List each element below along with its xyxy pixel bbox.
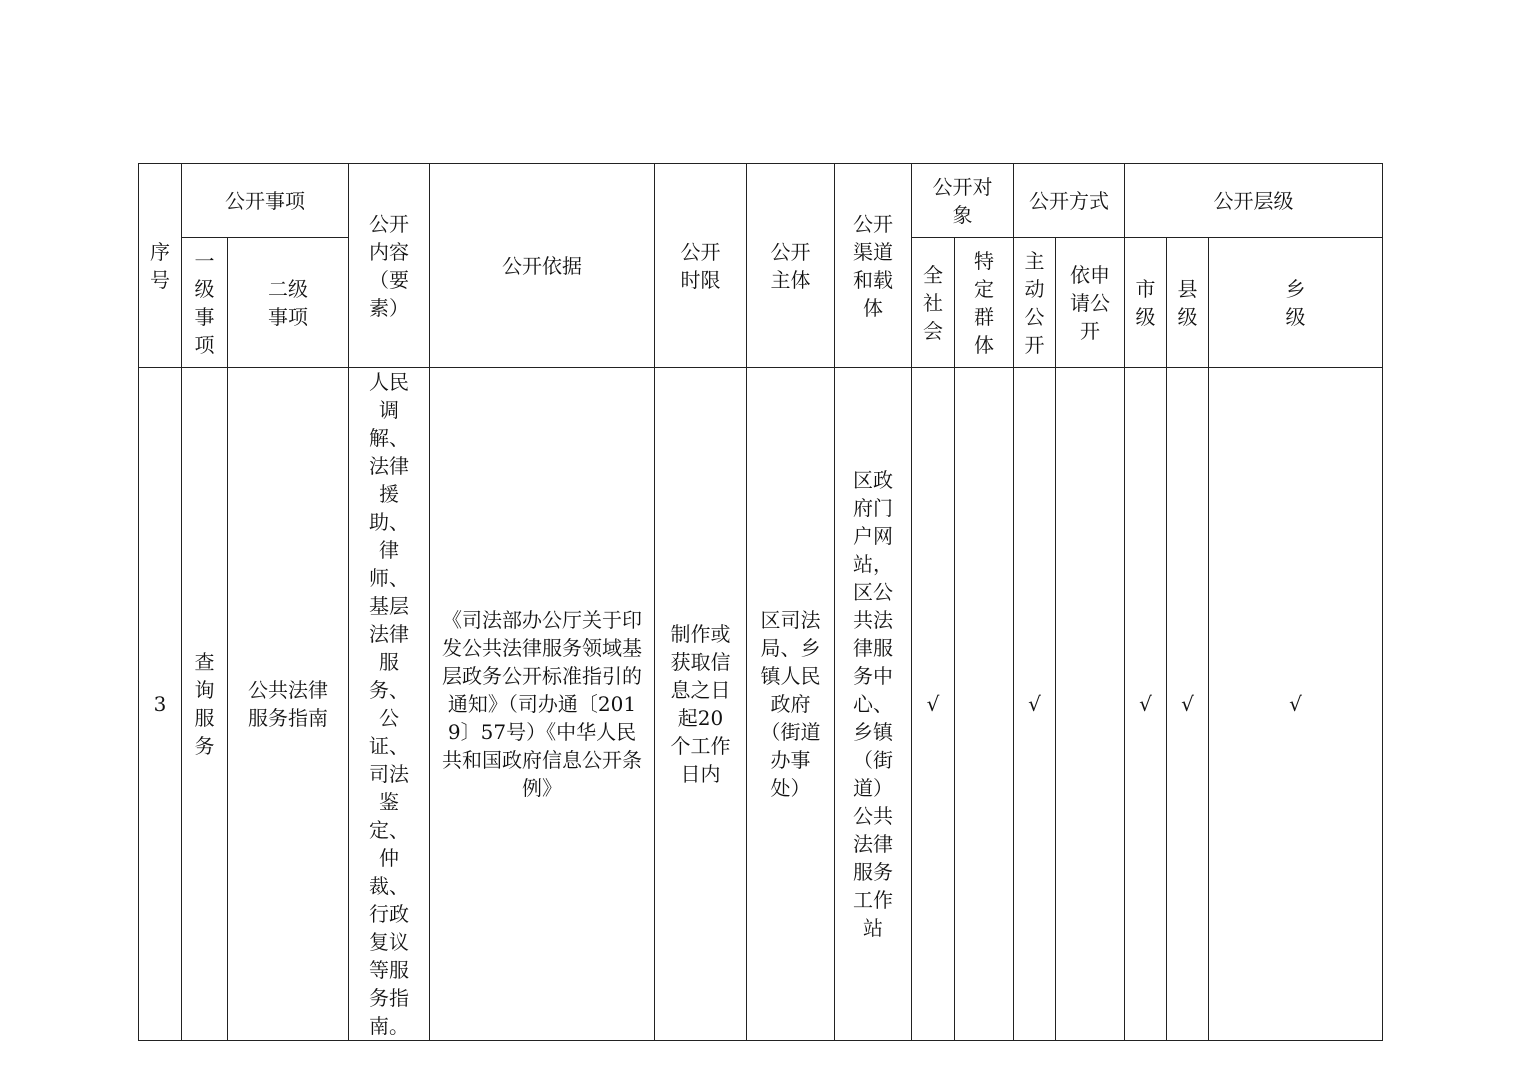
cell-level1: 查询服务 [182,368,228,1041]
cell-content: 人民调解、法律援助、律师、基层法律服务、公证、司法鉴定、仲裁、行政复议等服务指南。 [349,368,430,1041]
header-method-group: 公开方式 [1014,164,1125,238]
header-level-town: 乡级 [1209,238,1383,368]
table-row [139,368,1383,1041]
header-seq: 序号 [139,164,182,368]
header-level1: 一级事项 [182,238,228,368]
header-level-county: 县级 [1167,238,1209,368]
header-channel: 公开渠道和载体 [835,164,912,368]
header-content: 公开内容（要素） [349,164,430,368]
header-level-city: 市级 [1125,238,1167,368]
header-time-limit: 公开时限 [655,164,747,368]
cell-subject: 区司法局、乡镇人民政府（街道办事处） [747,368,835,1041]
header-target-group: 公开对象 [912,164,1014,238]
header-level-group: 公开层级 [1125,164,1383,238]
header-row-1 [139,164,1383,238]
cell-channel: 区政府门户网站，区公共法律服务中心、乡镇（街道）公共法律服务工作站 [835,368,912,1041]
cell-basis: 《司法部办公厅关于印发公共法律服务领域基层政务公开标准指引的通知》（司办通〔2019〕57号）《中华人民共和国政府信息公开条例》 [430,368,655,1041]
cell-method-apply [1056,368,1125,1041]
header-level2: 二级事项 [228,238,349,368]
header-items-group: 公开事项 [182,164,349,238]
cell-level-county: √ [1167,368,1209,1041]
cell-level-town: √ [1209,368,1383,1041]
header-target-specific: 特定群体 [955,238,1014,368]
header-subject: 公开主体 [747,164,835,368]
header-method-active: 主动公开 [1014,238,1056,368]
cell-target-specific [955,368,1014,1041]
cell-seq: 3 [139,368,182,1041]
cell-level-city: √ [1125,368,1167,1041]
header-method-apply: 依申请公开 [1056,238,1125,368]
disclosure-table [138,163,1383,1041]
header-target-all: 全社会 [912,238,955,368]
cell-method-active: √ [1014,368,1056,1041]
cell-level2: 公共法律服务指南 [228,368,349,1041]
header-basis: 公开依据 [430,164,655,368]
cell-target-all: √ [912,368,955,1041]
cell-time-limit: 制作或获取信息之日起20个工作日内 [655,368,747,1041]
